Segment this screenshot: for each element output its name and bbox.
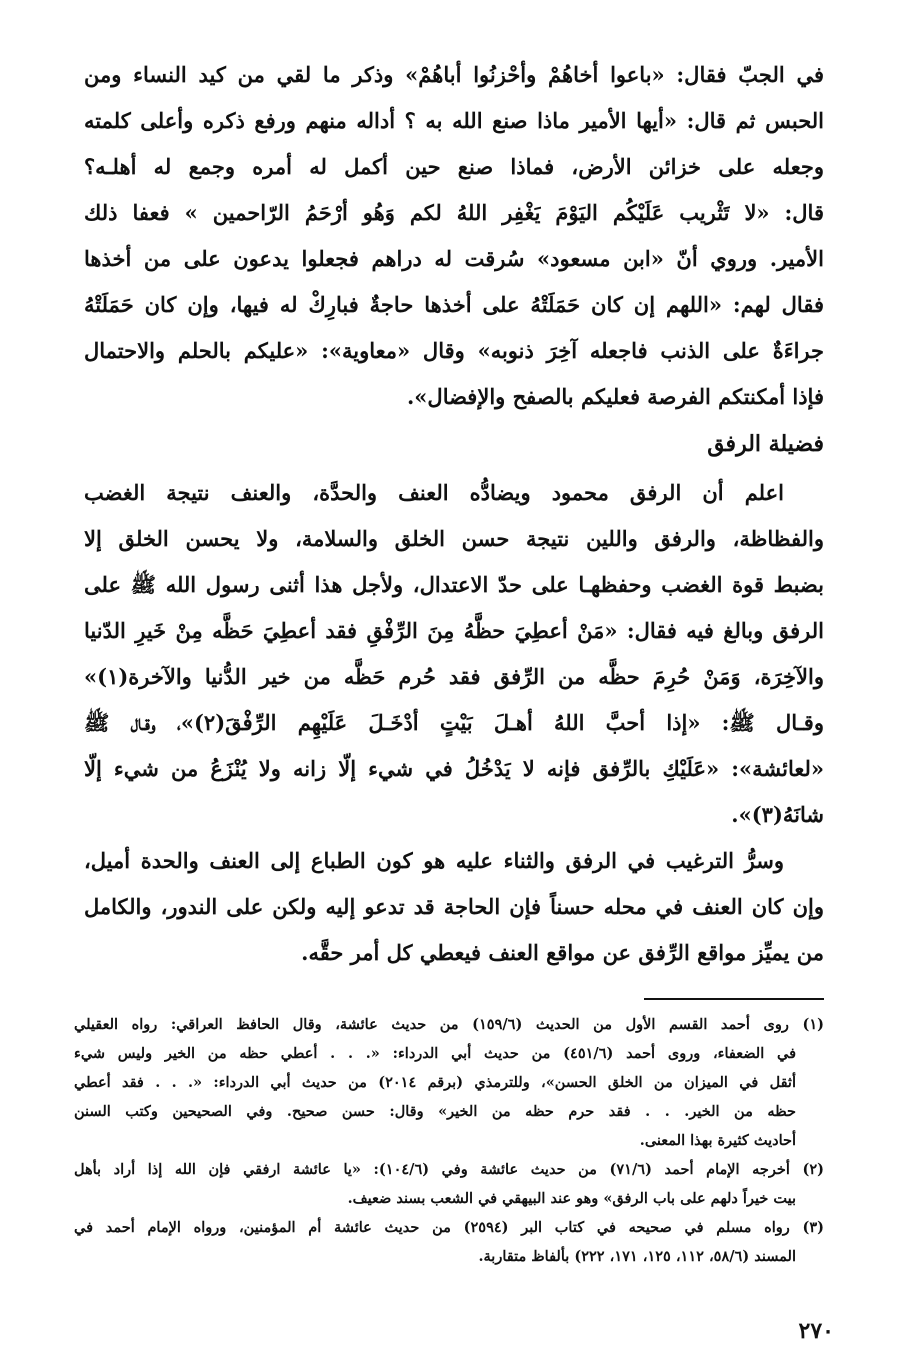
footnote-2 xyxy=(74,1155,824,1213)
text-line: من يميِّز مواقع الرِّفق عن مواقع العنف فيعطي كل أمر حقَّه. xyxy=(301,940,824,965)
text-line: والآخِرَة، وَمَنْ حُرِمَ حظَّه من الرِّفق فقد حُرم حَظَّه من خير الدُّنيا والآخرة(١)» xyxy=(84,664,824,689)
main-text xyxy=(84,52,824,976)
footnote-3 xyxy=(74,1213,824,1271)
text-line: شانَهُ(٣)». xyxy=(731,802,824,827)
text-line: «لعائشة»: «عَلَيْكِ بالرِّفق فإنه لا يَدْخُلُ في شيء إلّا زانه ولا يُنْزَعُ من شيء إلّا xyxy=(84,756,824,781)
text-line: والفظاظة، والرفق واللين نتيجة حسن الخلق والسلامة، ولا يحسن الخلق إلا xyxy=(84,526,824,551)
footnote-divider xyxy=(644,998,824,1000)
text-line: وسرُّ الترغيب في الرفق والثناء عليه هو كون الطباع إلى العنف والحدة أميل، xyxy=(84,848,784,873)
footnote-1 xyxy=(74,1010,824,1155)
text-line: جراءَةٌ على الذنب فاجعله آخِرَ ذنوبه» وقال «معاوية»: «عليكم بالحلم والاحتمال xyxy=(84,338,824,363)
section-heading: فضيلة الرفق xyxy=(707,431,824,457)
text-line: فإذا أمكنتكم الفرصة فعليكم بالصفح والإفضال». xyxy=(407,384,824,409)
footnote-line: المسند (٥٨/٦، ١١٢، ١٢٥، ١٧١، ٢٢٢) بألفاظ متقاربة. xyxy=(478,1248,796,1265)
text-line: فقال لهم: «اللهم إن كان حَمَلَتْهُ على أخذها حاجةٌ فبارِكْ له فيها، وإن كان حَمَلَتْهُ xyxy=(84,292,824,317)
text-line: اعلم أن الرفق محمود ويضادُّه العنف والحدَّة، والعنف نتيجة الغضب xyxy=(84,480,784,505)
text-line: وإن كان العنف في محله حسناً فإن الحاجة قد تدعو إليه ولكن على الندور، والكامل xyxy=(84,894,824,919)
footnote-line: بيت خيراً دلهم على باب الرفق» وهو عند البيهقي في الشعب بسند ضعيف. xyxy=(347,1190,796,1207)
text-line: الرفق وبالغ فيه فقال: «مَنْ أعطِيَ حظَّهُ مِنَ الرِّفْقِ فقد أعطِيَ حَظَّه مِنْ خَيرِ الدّنيا xyxy=(84,618,824,643)
page-number: ٢٧٠ xyxy=(798,1318,834,1344)
footnote-line: (٣) رواه مسلم في صحيحه في كتاب البر (٢٥٩٤) من حديث عائشة أم المؤمنين، ورواه الإمام أحمد في xyxy=(74,1219,824,1236)
text-line: بضبط قوة الغضب وحفظهـا على حدّ الاعتدال، ولأجل هذا أثنى رسول الله ﷺ على xyxy=(84,572,824,597)
footnote-line: أثقل في الميزان من الخلق الحسن»، وللترمذي (برقم ٢٠١٤) من حديث أبي الدرداء: «. . . فقد أعطي xyxy=(74,1074,796,1091)
footnotes xyxy=(74,1010,824,1271)
paragraph-3 xyxy=(84,838,824,976)
paragraph-2 xyxy=(84,470,824,838)
footnote-line: أحاديث كثيرة بهذا المعنى. xyxy=(639,1132,796,1149)
paragraph-1 xyxy=(84,52,824,420)
text-line: وقـال ﷺ: «إذا أحبَّ اللهُ أهـلَ بَيْتٍ أدْخَـلَ عَلَيْهِم الرِّفْقَ(٢)»، وقـال ﷺ xyxy=(84,710,824,735)
footnote-line: (٢) أخرجه الإمام أحمد (٧١/٦) من حديث عائشة وفي (١٠٤/٦): «يا عائشة ارفقي فإن الله إذا أراد بأهل xyxy=(74,1161,824,1178)
text-line: الأمير. وروي أنّ «ابن مسعود» سُرقت له دراهم فجعلوا يدعون على من أخذها xyxy=(84,246,824,271)
footnote-line: في الضعفاء، وروى أحمد (٤٥١/٦) من حديث أبي الدرداء: «. . . أعطي حظه من الخير وليس شيء xyxy=(74,1045,796,1062)
footnote-line: حظه من الخير. . . فقد حرم حظه من الخير» وقال: حسن صحيح. وفي الصحيحين وكتب السنن xyxy=(74,1103,796,1120)
footnote-line: (١) روى أحمد القسم الأول من الحديث (١٥٩/٦) من حديث عائشة، وقال الحافظ العراقي: رواه العقيلي xyxy=(74,1016,824,1033)
text-line: قال: «لا تَثْريب عَلَيْكُم اليَوْمَ يَغْفِر اللهُ لكم وَهُو أرْحَمُ الرّاحمين » فعفا ذلك xyxy=(84,200,824,225)
text-line: في الجبّ فقال: «باعوا أخاهُمْ وأحْزنُوا أباهُمْ» وذكر ما لقي من كيد النساء ومن xyxy=(84,62,824,87)
text-line: وجعله على خزائن الأرض، فماذا صنع حين أكمل له أمره وجمع له أهلـه؟ xyxy=(84,154,824,179)
text-line: الحبس ثم قال: «أيها الأمير ماذا صنع الله به ؟ أداله منهم ورفع ذكره وأعلى كلمته xyxy=(84,108,824,133)
